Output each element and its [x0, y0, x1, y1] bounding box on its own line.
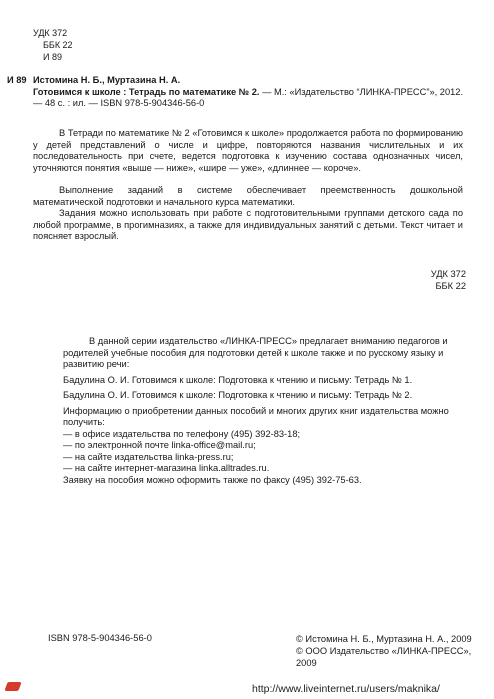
copyright-authors: © Истомина Н. Б., Муртазина Н. А., 2009	[296, 634, 472, 644]
contact-shop: — на сайте интернет-магазина linka.alltrades.ru.	[63, 463, 270, 473]
copyright-publisher: © ООО Издательство «ЛИНКА-ПРЕСС», 2009	[296, 646, 472, 668]
bbk-code: ББК 22	[43, 40, 73, 50]
series-book-2: Бадулина О. И. Готовимся к школе: Подготовка к чтению и письму: Тетрадь № 2.	[63, 390, 413, 400]
authors: Истомина Н. Б., Муртазина Н. А.	[33, 75, 181, 85]
publication-details: — М.: «Издательство “ЛИНКА-ПРЕСС”», 2012. — 48 с. : ил. — ISBN 978-5-904346-56-0	[33, 86, 464, 108]
annotation-paragraph-1: В Тетради по математике № 2 «Готовимся к школе» продолжается работа по формированию у детей представлений о числе и цифре, повторяются названия числительных и их последовательность при счете, ведется подготовка к изучению состава однозначных чисел, уточняются понятия «выше — ниже», «шире — уже», «длиннее — короче».	[33, 128, 463, 173]
top-classification	[33, 28, 73, 64]
annotation-paragraph-2: Выполнение заданий в системе обеспечивает преемственность дошкольной математической подготовки и начального курса математики.	[33, 185, 463, 207]
udk-code-right: УДК 372	[430, 269, 466, 279]
bibliographic-record	[7, 75, 473, 110]
watermark-url[interactable]: http://www.liveinternet.ru/users/maknika/	[252, 683, 440, 695]
author-sign: И 89	[43, 52, 62, 62]
logo-icon	[4, 682, 21, 691]
copyright-block	[296, 633, 494, 669]
purchase-info: Информацию о приобретении данных пособий и многих других книг издательства можно получить:	[63, 405, 449, 427]
isbn: ISBN 978-5-904346-56-0	[48, 633, 152, 643]
contact-email: — по электронной почте linka-office@mail.ru;	[63, 440, 256, 450]
fax-info: Заявку на пособия можно оформить также по факсу (495) 392-75-63.	[63, 474, 362, 485]
classification-right	[431, 268, 466, 292]
author-sign-bold: И 89	[7, 75, 27, 85]
contact-list	[63, 429, 463, 475]
contact-phone: — в офисе издательства по телефону (495) 392-83-18;	[63, 428, 301, 439]
series-book-1: Бадулина О. И. Готовимся к школе: Подготовка к чтению и письму: Тетрадь № 1.	[63, 374, 413, 385]
contact-site: — на сайте издательства linka-press.ru;	[63, 451, 234, 462]
udk-code: УДК 372	[33, 28, 68, 38]
bbk-code-right: ББК 22	[435, 281, 466, 291]
series-info	[63, 336, 463, 486]
annotation-paragraph-3: Задания можно использовать при работе с подготовительными группами детского сада по любой программе, в прогимназиях, а также для индивидуальных занятий с детьми. Текст читает и поясняет взрослый.	[33, 208, 463, 241]
book-title: Готовимся к школе : Тетрадь по математике № 2.	[33, 86, 260, 97]
series-intro: В данной серии издательство «ЛИНКА-ПРЕСС» предлагает вниманию педагогов и родителей учебные пособия для подготовки детей к школе также и по русскому языку и развитию речи:	[63, 336, 448, 369]
